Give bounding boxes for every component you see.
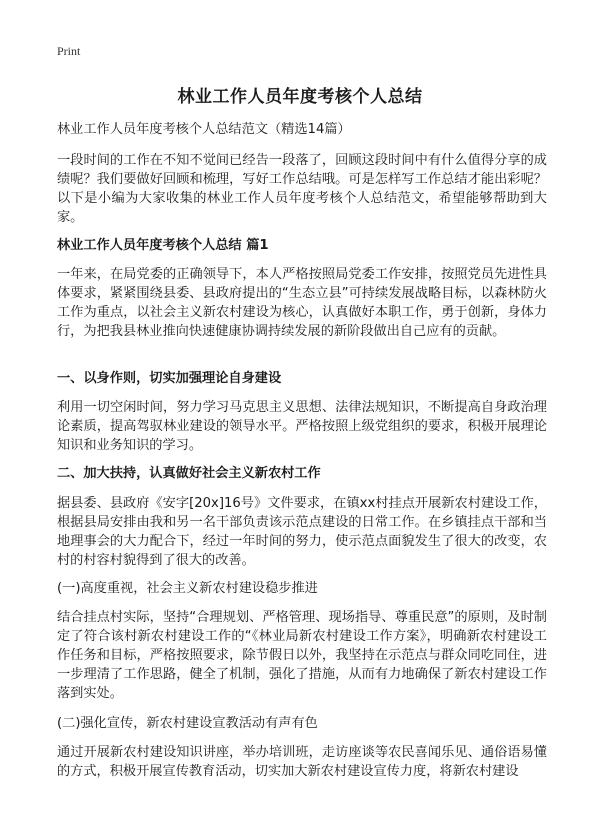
subsection-heading-1: (一)高度重视，社会主义新农村建设稳步推进 xyxy=(57,581,318,596)
paragraph-1: 一年来，在局党委的正确领导下，本人严格按照局党委工作安排，按照党员先进性具体要求，紧紧围绕县委、县政府提出的“生态立县”可持续发展战略目标，以森林防火工作为重点，以社会主义新农村建设为核心，认真做好本职工作，勇于创新，身体力行，为把我县林业推向快速健康协调持续发展的新阶段做出自己应有的贡献。 xyxy=(57,267,547,339)
section-heading-2: 二、加大扶持，认真做好社会主义新农村工作 xyxy=(57,466,321,481)
paragraph-2: 利用一切空闲时间，努力学习马克思主义思想、法律法规知识，不断提高自身政治理论素质，提高驾驭林业建设的领导水平。严格按照上级党组织的要求，积极开展理论知识和业务知识的学习。 xyxy=(57,400,547,453)
paragraph-5: 通过开展新农村建设知识讲座，举办培训班，走访座谈等农民喜闻乐见、通俗语易懂的方式，积极开展宣传教育活动，切实加大新农村建设宣传力度，将新农村建设 xyxy=(57,745,547,779)
document-title: 林业工作人员年度考核个人总结 xyxy=(177,87,423,107)
paragraph-4: 结合挂点村实际，坚持“合理规划、严格管理、现场指导、尊重民意”的原则，及时制定了符合该村新农村建设工作的“《林业局新农村建设工作方案》，明确新农村建设工作任务和目标，严格按照要求，除节假日以外，我坚持在示范点与群众同吃同住，进一步理清了工作思路，健全了机制，强化了措施，从而有力地确保了新农村建设工作落到实处。 xyxy=(57,610,547,701)
paragraph-3: 据县委、县政府《安字[20x]16号》文件要求，在镇xx村挂点开展新农村建设工作，根据县局安排由我和另一名干部负责该示范点建设的日常工作。在乡镇挂点干部和当地理事会的大力配合下，经过一年时间的努力，使示范点面貌发生了很大的改变，农村的村容村貌得到了很大的改善。 xyxy=(57,496,547,568)
section-heading-1: 一、以身作则，切实加强理论自身建设 xyxy=(57,371,282,386)
intro-paragraph: 一段时间的工作在不知不觉间已经告一段落了，回顾这段时间中有什么值得分享的成绩呢？我们要做好回顾和梳理，写好工作总结哦。可是怎样写工作总结才能出彩呢？以下是小编为大家收集的林业工作人员年度考核个人总结范文，希望能够帮助到大家。 xyxy=(57,153,547,225)
print-link[interactable]: Print xyxy=(57,44,81,58)
subsection-heading-2: (二)强化宣传，新农村建设宣教活动有声有色 xyxy=(57,716,318,731)
subtitle: 林业工作人员年度考核个人总结范文（精选14篇） xyxy=(57,122,351,137)
article-heading: 林业工作人员年度考核个人总结 篇1 xyxy=(57,238,269,253)
